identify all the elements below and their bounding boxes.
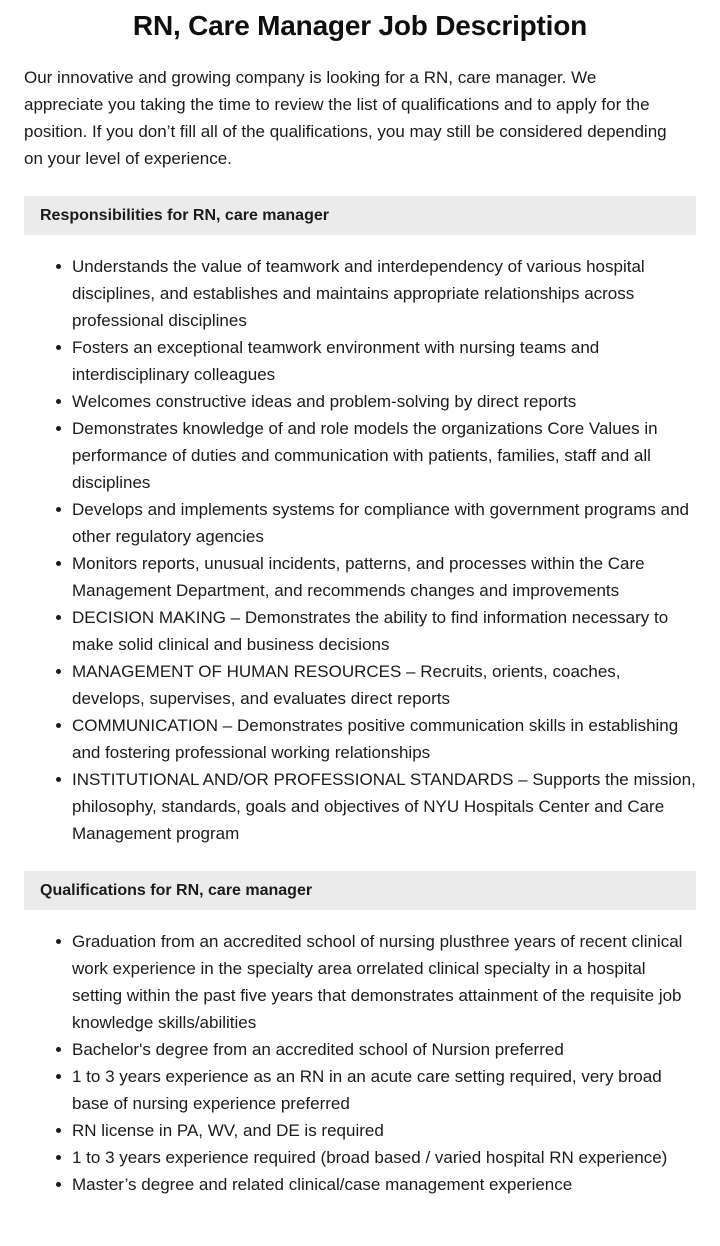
section-header-qualifications	[24, 871, 696, 910]
list-item: Graduation from an accredited school of nursing plusthree years of recent clinical work experience in the specialty area orrelated clinical specialty in a hospital setting within the past five years that demonstrates attainment of the requisite job knowledge skills/abilities	[56, 928, 696, 1036]
list-item: Bachelor's degree from an accredited school of Nursion preferred	[56, 1036, 696, 1063]
list-item: INSTITUTIONAL AND/OR PROFESSIONAL STANDARDS – Supports the mission, philosophy, standards, goals and objectives of NYU Hospitals Center and Care Management program	[56, 766, 696, 847]
list-item: COMMUNICATION – Demonstrates positive communication skills in establishing and fostering professional working relationships	[56, 712, 696, 766]
list-item: Welcomes constructive ideas and problem-solving by direct reports	[56, 388, 696, 415]
list-item: DECISION MAKING – Demonstrates the ability to find information necessary to make solid clinical and business decisions	[56, 604, 696, 658]
list-item: 1 to 3 years experience as an RN in an acute care setting required, very broad base of nursing experience preferred	[56, 1063, 696, 1117]
section-heading-label: Responsibilities for RN, care manager	[40, 206, 329, 224]
qualifications-list	[0, 910, 720, 1198]
intro-paragraph: Our innovative and growing company is looking for a RN, care manager. We appreciate you taking the time to review the list of qualifications and to apply for the position. If you don’t fill all of the qualifications, you may still be considered depending on your level of experience.	[24, 68, 667, 168]
list-item: MANAGEMENT OF HUMAN RESOURCES – Recruits, orients, coaches, develops, supervises, and evaluates direct reports	[56, 658, 696, 712]
list-item: Monitors reports, unusual incidents, patterns, and processes within the Care Management Department, and recommends changes and improvements	[56, 550, 696, 604]
list-item: Develops and implements systems for compliance with government programs and other regulatory agencies	[56, 496, 696, 550]
list-item: Demonstrates knowledge of and role models the organizations Core Values in performance of duties and communication with patients, families, staff and all disciplines	[56, 415, 696, 496]
list-item: Understands the value of teamwork and interdependency of various hospital disciplines, and establishes and maintains appropriate relationships across professional disciplines	[56, 253, 696, 334]
section-heading-label: Qualifications for RN, care manager	[40, 881, 313, 899]
responsibilities-list	[0, 235, 720, 847]
page-title: RN, Care Manager Job Description	[132, 10, 588, 41]
list-item: RN license in PA, WV, and DE is required	[56, 1117, 696, 1144]
bottom-spacer	[0, 1198, 720, 1224]
list-item: Master’s degree and related clinical/case management experience	[56, 1171, 696, 1198]
section-header-responsibilities	[24, 196, 696, 235]
list-item: Fosters an exceptional teamwork environment with nursing teams and interdisciplinary colleagues	[56, 334, 696, 388]
list-item: 1 to 3 years experience required (broad based / varied hospital RN experience)	[56, 1144, 696, 1171]
